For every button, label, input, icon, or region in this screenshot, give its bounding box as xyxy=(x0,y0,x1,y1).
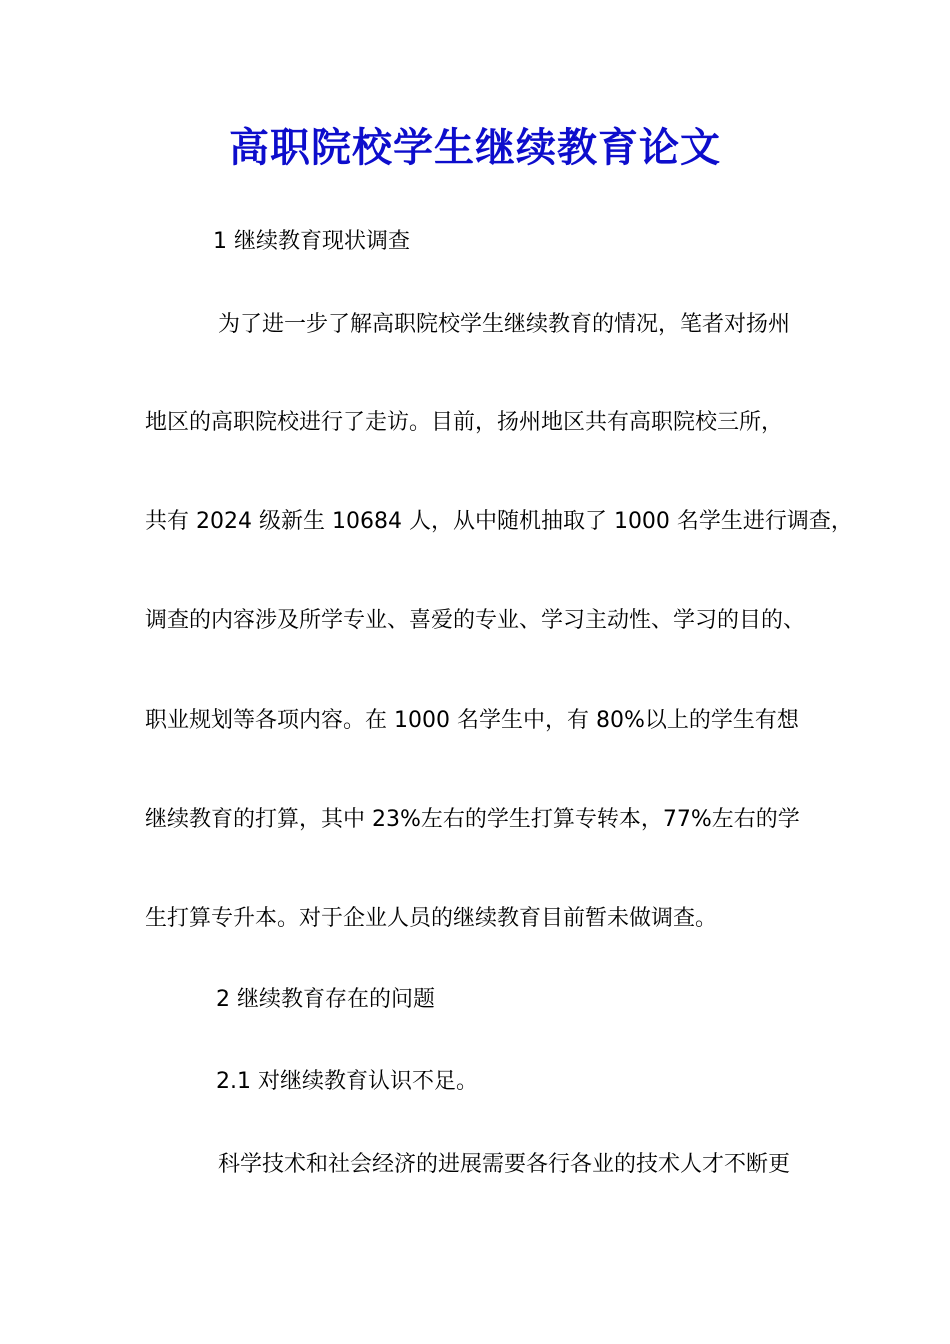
paragraph-line: 生打算专升本。对于企业人员的继续教育目前暂未做调查。 xyxy=(145,906,718,931)
paragraph-line: 职业规划等各项内容。在 1000 名学生中，有 80%以上的学生有想 xyxy=(145,708,799,733)
paragraph-line: 调查的内容涉及所学专业、喜爱的专业、学习主动性、学习的目的、 xyxy=(145,608,806,633)
paragraph-line: 共有 2024 级新生 10684 人，从中随机抽取了 1000 名学生进行调查， xyxy=(145,509,853,534)
section-heading-2: 2 继续教育存在的问题 xyxy=(216,987,435,1012)
document-title: 高职院校学生继续教育论文 xyxy=(229,124,721,171)
subsection-heading-2-1: 2.1 对继续教育认识不足。 xyxy=(216,1069,478,1094)
paragraph-line: 科学技术和社会经济的进展需要各行各业的技术人才不断更 xyxy=(218,1152,791,1177)
paragraph-line: 为了进一步了解高职院校学生继续教育的情况，笔者对扬州 xyxy=(218,312,791,337)
section-heading-1: 1 继续教育现状调查 xyxy=(213,229,410,254)
paragraph-line: 地区的高职院校进行了走访。目前，扬州地区共有高职院校三所， xyxy=(145,410,784,435)
paragraph-line: 继续教育的打算，其中 23%左右的学生打算专转本，77%左右的学 xyxy=(145,807,800,832)
